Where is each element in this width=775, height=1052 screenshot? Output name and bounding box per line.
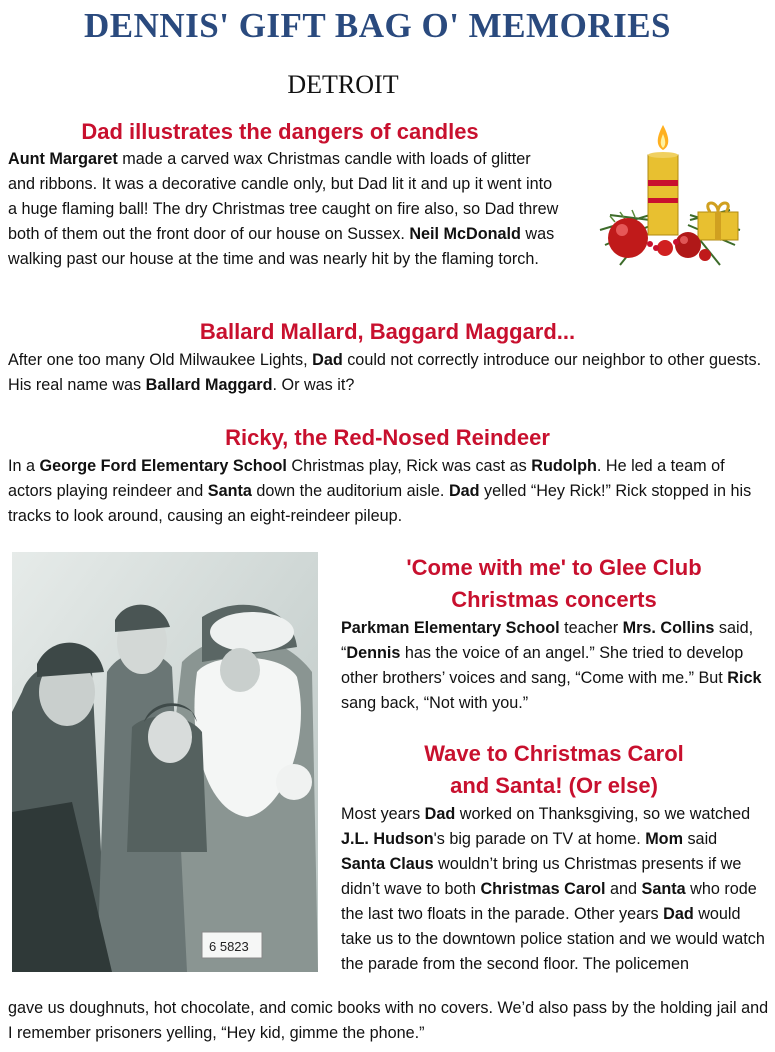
- emphasized-text: Santa: [641, 880, 686, 898]
- emphasized-text: J.L. Hudson: [341, 830, 434, 848]
- emphasized-text: Dennis: [346, 644, 401, 662]
- heading-line: and Santa! (Or else): [450, 773, 658, 798]
- emphasized-text: Mom: [645, 830, 683, 848]
- emphasized-text: Christmas Carol: [480, 880, 606, 898]
- story-heading-glee: [330, 552, 775, 616]
- text-run: and: [605, 880, 642, 898]
- text-run: wouldn’t bring us Christmas presents if we didn’t wave to both: [341, 855, 742, 898]
- emphasized-text: Neil McDonald: [409, 225, 521, 243]
- emphasized-text: Dad: [424, 805, 456, 823]
- story-heading-ballard: Ballard Mallard, Baggard Maggard...: [199, 319, 576, 344]
- text-run: Most years: [341, 805, 425, 823]
- emphasized-text: Rick: [727, 669, 762, 687]
- text-run: teacher: [559, 619, 623, 637]
- text-run: made a carved wax Christmas candle with loads of glitter and ribbons. It was a decorative candle only, but Dad lit it and up it went into a huge flaming ball! The dry Christmas tree caught on fire also, so Dad threw both of them out the front door of our house on Sussex.: [8, 150, 559, 243]
- text-run: . He led a team of actors playing reindeer and: [8, 457, 725, 500]
- heading-line: Christmas concerts: [451, 587, 657, 612]
- text-run: After one too many Old Milwaukee Lights,: [8, 351, 313, 369]
- text-run: . Or was it?: [272, 376, 355, 394]
- text-run: has the voice of an angel.” She tried to develop other brothers’ voices and sang, “Come with me.” But: [341, 644, 744, 687]
- text-run: was walking past our house at the time and was nearly hit by the flaming torch.: [8, 225, 555, 268]
- emphasized-text: Dad: [448, 482, 480, 500]
- text-run: Christmas play, Rick was cast as: [286, 457, 532, 475]
- text-run: worked on Thanksgiving, so we watched: [455, 805, 751, 823]
- text-run: yelled “Hey Rick!” Rick stopped in his tracks to look around, causing an eight-reindeer pileup.: [8, 482, 752, 525]
- text-run: who rode the last two floats in the parade. Other years: [341, 880, 757, 923]
- story-body-candles: [8, 147, 560, 272]
- page-subtitle: DETROIT: [287, 70, 399, 99]
- emphasized-text: Dad: [312, 351, 343, 369]
- heading-line: 'Come with me' to Glee Club: [406, 555, 702, 580]
- story-heading-parade: [330, 738, 775, 802]
- story-body-ballard: [8, 348, 770, 398]
- heading-line: Wave to Christmas Carol: [424, 741, 684, 766]
- emphasized-text: Parkman Elementary School: [341, 619, 560, 637]
- emphasized-text: Ballard Maggard: [145, 376, 273, 394]
- emphasized-text: George Ford Elementary School: [39, 457, 287, 475]
- text-run: could not correctly introduce our neighbor to other guests. His real name was: [8, 351, 762, 394]
- emphasized-text: Dad: [663, 905, 694, 923]
- text-run: sang back, “Not with you.”: [341, 694, 529, 712]
- story-body-glee: [341, 616, 769, 716]
- emphasized-text: Aunt Margaret: [8, 150, 118, 168]
- text-run: 's big parade on TV at home.: [433, 830, 646, 848]
- emphasized-text: Santa: [207, 482, 252, 500]
- emphasized-text: Rudolph: [531, 457, 597, 475]
- story-body-parade: [341, 802, 765, 977]
- page-title: DENNIS' GIFT BAG O' MEMORIES: [83, 6, 672, 45]
- story-body-rudolph: [8, 454, 770, 529]
- text-run: In a: [8, 457, 40, 475]
- photo-plate-number: 6 5823: [209, 939, 249, 954]
- text-run: down the auditorium aisle.: [251, 482, 449, 500]
- story-body-parade-continuation: gave us doughnuts, hot chocolate, and comic books with no covers. We’d also pass by the holding jail and I remember prisoners yelling, “Hey kid, gimme the phone.”: [8, 999, 769, 1042]
- santa-photo: [12, 552, 318, 972]
- emphasized-text: Santa Claus: [341, 855, 434, 873]
- text-run: said: [682, 830, 718, 848]
- story-heading-rudolph: Ricky, the Red-Nosed Reindeer: [225, 425, 550, 450]
- christmas-candle-illustration: [590, 120, 750, 280]
- story-heading-candles: Dad illustrates the dangers of candles: [81, 119, 479, 144]
- text-run: would take us to the downtown police station and we would watch the parade from the second floor. The policemen: [341, 905, 765, 973]
- emphasized-text: Mrs. Collins: [622, 619, 715, 637]
- text-run: said, “: [341, 619, 754, 662]
